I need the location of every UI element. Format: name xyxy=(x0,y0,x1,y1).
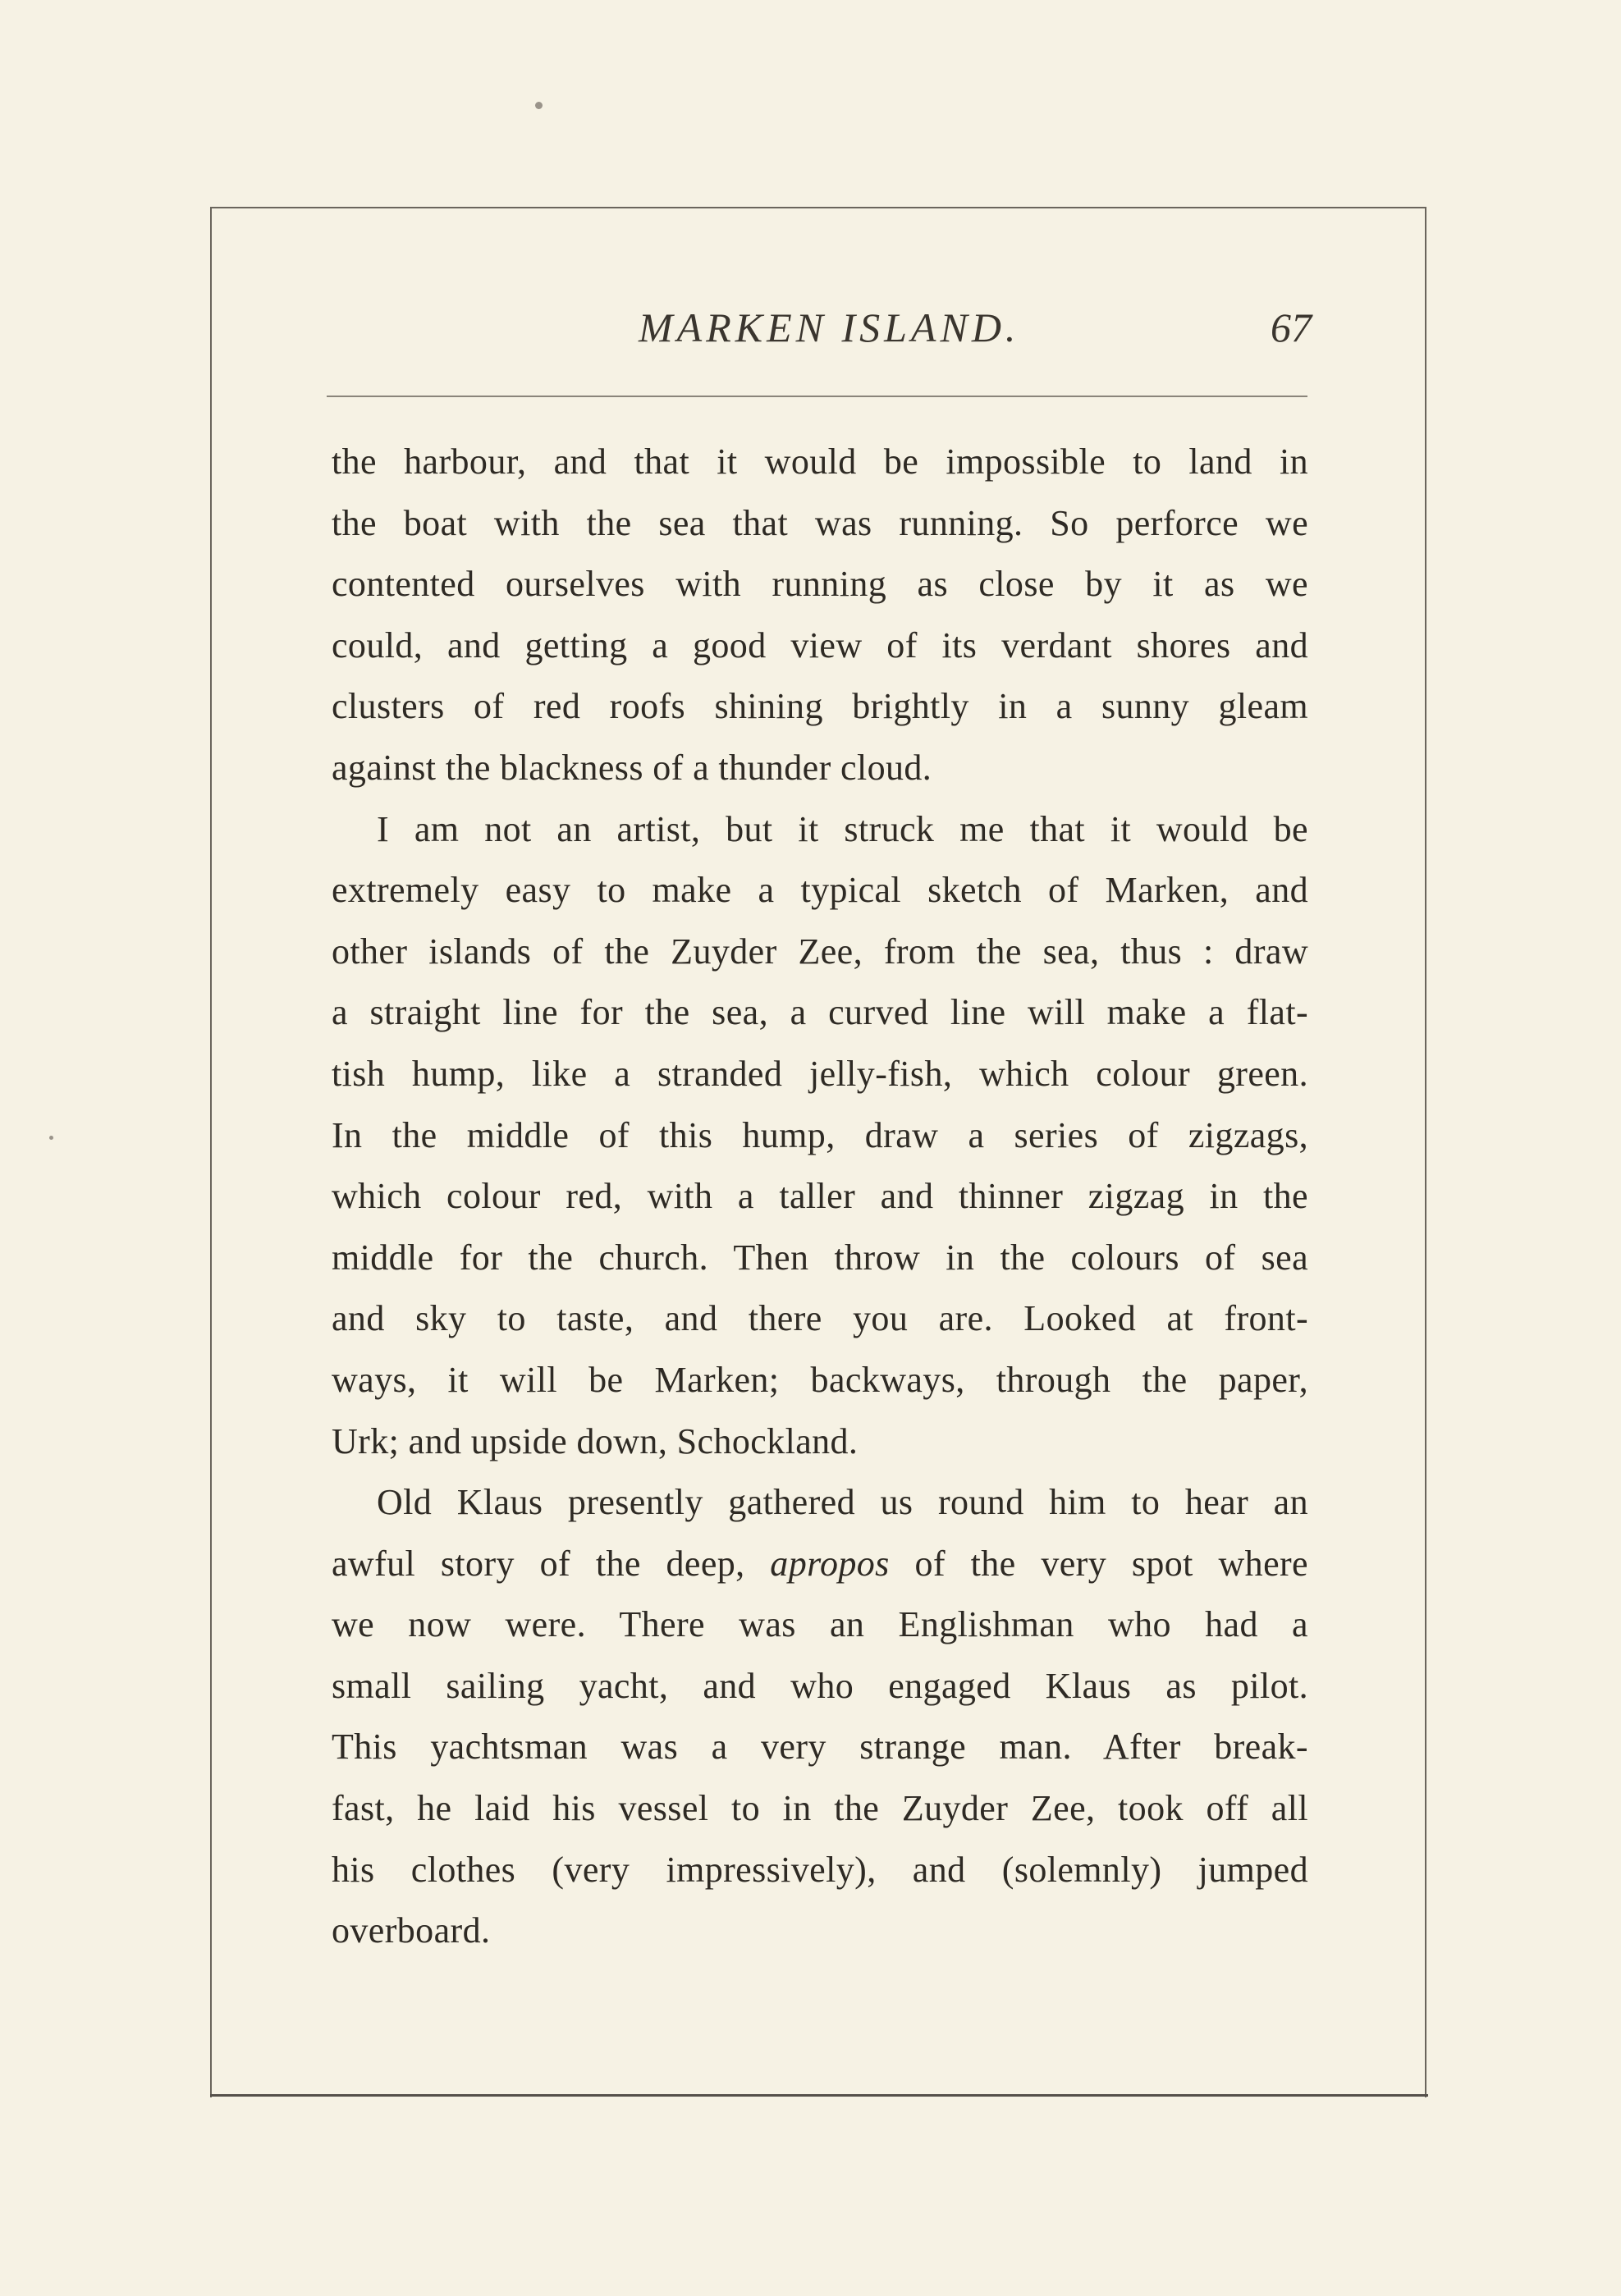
text-line: overboard. xyxy=(332,1910,491,1951)
text-run: awful story of the deep, xyxy=(332,1543,771,1584)
text-line: ways, it will be Marken; backways, through the paper, xyxy=(332,1359,1308,1400)
text-line: In the middle of this hump, draw a series of zigzags, xyxy=(332,1114,1308,1155)
paragraph-first-line: I am not an artist, but it struck me that it would be xyxy=(377,808,1308,849)
paragraph-first-line: Old Klaus presently gathered us round him to hear an xyxy=(377,1482,1308,1523)
header-rule xyxy=(327,396,1307,397)
page-header xyxy=(327,304,1312,361)
text-line: we now were. There was an Englishman who had a xyxy=(332,1604,1308,1645)
body-text xyxy=(332,432,1308,1962)
text-line: which colour red, with a taller and thinner zigzag in the xyxy=(332,1176,1308,1217)
italic-term: apropos xyxy=(770,1543,890,1584)
running-head: MARKEN ISLAND. xyxy=(639,304,1020,350)
text-run: of the very spot where xyxy=(889,1543,1308,1584)
text-line: small sailing yacht, and who engaged Klaus as pilot. xyxy=(332,1665,1308,1706)
text-line: tish hump, like a stranded jelly-fish, which colour green. xyxy=(332,1053,1308,1094)
text-line: and sky to taste, and there you are. Looked at front- xyxy=(332,1298,1308,1339)
text-line: contented ourselves with running as close by it as we xyxy=(332,564,1308,605)
text-line: extremely easy to make a typical sketch of Marken, and xyxy=(332,870,1308,911)
text-line xyxy=(332,1534,1308,1595)
text-line: his clothes (very impressively), and (solemnly) jumped xyxy=(332,1849,1308,1890)
text-line: the boat with the sea that was running. So perforce we xyxy=(332,502,1308,543)
text-line: against the blackness of a thunder cloud. xyxy=(332,747,932,788)
page-frame-bottom-rule xyxy=(210,2094,1428,2097)
text-line: clusters of red roofs shining brightly in a sunny gleam xyxy=(332,686,1308,727)
text-line: other islands of the Zuyder Zee, from the sea, thus : draw xyxy=(332,931,1308,972)
text-line: middle for the church. Then throw in the colours of sea xyxy=(332,1237,1308,1278)
text-line: fast, he laid his vessel to in the Zuyder Zee, took off all xyxy=(332,1788,1308,1829)
paper-speck xyxy=(49,1136,53,1140)
text-line: could, and getting a good view of its verdant shores and xyxy=(332,624,1308,665)
text-line: the harbour, and that it would be impossible to land in xyxy=(332,441,1308,482)
text-line: a straight line for the sea, a curved line will make a flat- xyxy=(332,992,1308,1033)
paper-speck xyxy=(535,102,543,109)
text-line: This yachtsman was a very strange man. After break- xyxy=(332,1727,1308,1768)
page-number: 67 xyxy=(1271,304,1312,350)
text-line: Urk; and upside down, Schockland. xyxy=(332,1420,859,1461)
